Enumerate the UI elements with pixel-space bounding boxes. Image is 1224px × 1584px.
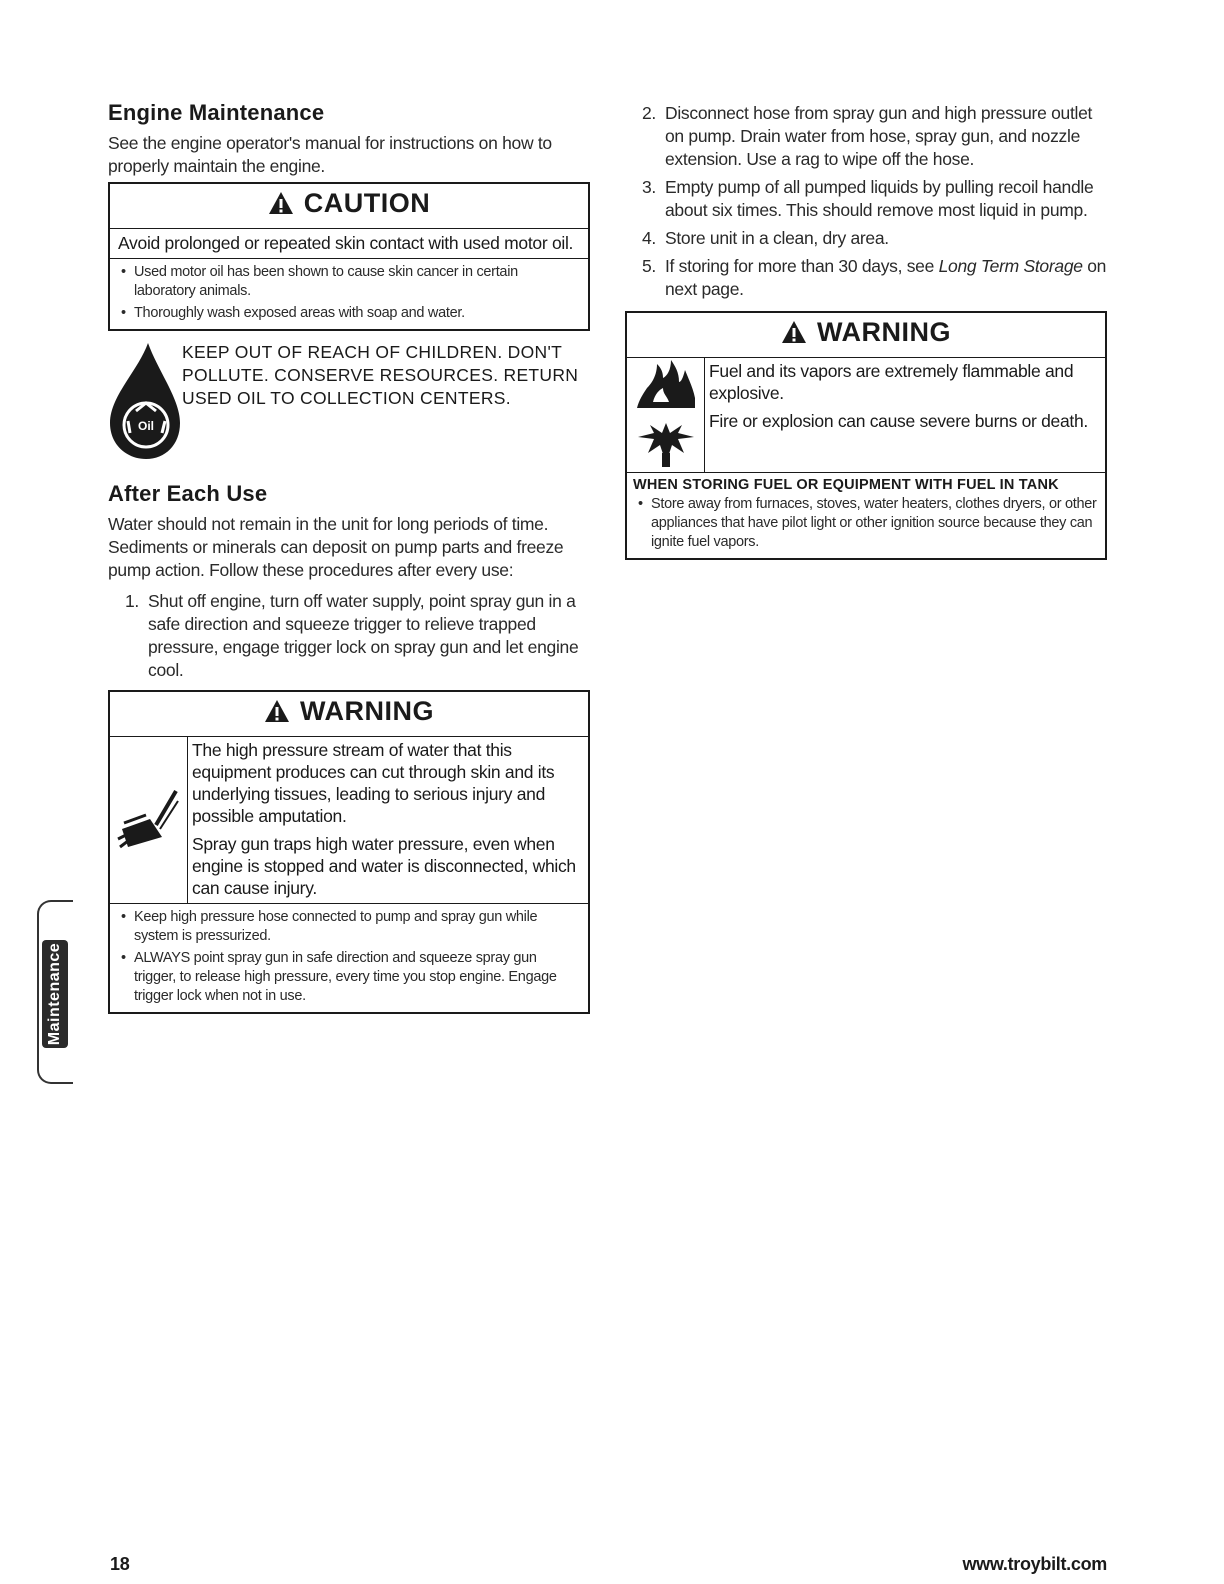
fuel-storage-subhead: WHEN STORING FUEL OR EQUIPMENT WITH FUEL IN TANK — [633, 477, 1059, 493]
right-column — [625, 100, 1107, 560]
list-item: • ALWAYS point spray gun in safe direction and squeeze spray gun trigger, to release high pressure, every time you stop engine. Engage trigger lock when not in use. — [118, 949, 580, 1006]
section-tab-label: Maintenance — [46, 942, 63, 1046]
fire-icon — [633, 358, 699, 417]
oil-drop-recycle-icon — [108, 341, 182, 461]
warning-title: WARNING — [300, 696, 434, 726]
caution-lead: Avoid prolonged or repeated skin contact with used motor oil. — [118, 233, 574, 253]
injection-hazard-icon — [110, 737, 188, 903]
step-number: 2. — [642, 103, 656, 123]
step-text: Store unit in a clean, dry area. — [665, 228, 889, 248]
fuel-warning-para-1: Fuel and its vapors are extremely flammable and explosive. — [709, 361, 1074, 403]
step-text-after: on next page. — [665, 256, 1107, 299]
engine-maintenance-heading: Engine Maintenance — [108, 100, 325, 125]
left-column — [108, 100, 590, 1014]
storage-steps — [625, 102, 1107, 301]
warning-title: WARNING — [817, 317, 951, 347]
oil-notice-text: KEEP OUT OF REACH OF CHILDREN. DON'T POLLUTE. CONSERVE RESOURCES. RETURN USED OIL TO COLLECTION CENTERS. — [182, 342, 579, 408]
list-item — [625, 176, 1107, 222]
step-text: Shut off engine, turn off water supply, point spray gun in a safe direction and squeeze trigger to relieve trapped pressure, engage trigger lock on spray gun and let engine cool. — [148, 591, 579, 680]
caution-title: CAUTION — [303, 188, 431, 218]
caution-box — [108, 182, 590, 331]
fuel-warning-bullets — [627, 495, 1105, 558]
caution-title-row — [110, 184, 588, 228]
fuel-warning-box — [625, 311, 1107, 560]
after-use-steps — [108, 590, 590, 682]
pressure-warning-para-1: The high pressure stream of water that this equipment produces can cut through skin and its underlying tissues, leading to serious injury and possible amputation. — [192, 740, 555, 826]
warning-title-row — [627, 313, 1105, 357]
warning-title-row — [110, 692, 588, 736]
pressure-warning-para-2: Spray gun traps high water pressure, even when engine is stopped and water is disconnected, which can cause injury. — [192, 834, 576, 898]
list-item: • Thoroughly wash exposed areas with soap and water. — [118, 304, 580, 323]
step-number: 1. — [125, 591, 139, 611]
pressure-warning-box — [108, 690, 590, 1014]
pressure-warning-bullets — [110, 904, 588, 1012]
step-text: Disconnect hose from spray gun and high pressure outlet on pump. Drain water from hose, spray gun, and nozzle extension. Use a rag to wipe off the hose. — [665, 103, 1093, 169]
long-term-storage-reference: Long Term Storage — [938, 256, 1083, 276]
after-each-use-text: Water should not remain in the unit for long periods of time. Sediments or minerals can deposit on pump parts and freeze pump action. Follow these procedures after every use: — [108, 514, 564, 580]
alert-triangle-icon — [268, 191, 294, 222]
list-item — [625, 227, 1107, 250]
alert-triangle-icon — [264, 699, 290, 730]
list-item: • Store away from furnaces, stoves, water heaters, clothes dryers, or other appliances that have pilot light or other ignition source because they can ignite fuel vapors. — [635, 495, 1097, 552]
hazard-pictograms — [627, 358, 705, 472]
after-each-use-heading: After Each Use — [108, 481, 268, 506]
list-item: • Keep high pressure hose connected to pump and spray gun while system is pressurized. — [118, 908, 580, 946]
step-number: 4. — [642, 228, 656, 248]
oil-notice — [108, 341, 590, 461]
step-number: 5. — [642, 256, 656, 276]
fuel-warning-para-2: Fire or explosion can cause severe burns or death. — [709, 411, 1088, 431]
list-item: • Used motor oil has been shown to cause skin cancer in certain laboratory animals. — [118, 263, 580, 301]
oil-label: Oil — [137, 419, 155, 433]
step-number: 3. — [642, 177, 656, 197]
engine-maintenance-text: See the engine operator's manual for instructions on how to properly maintain the engine. — [108, 133, 552, 176]
list-item — [625, 102, 1107, 171]
caution-bullets — [110, 259, 588, 329]
page-number: 18 — [110, 1554, 130, 1574]
footer-url: www.troybilt.com — [962, 1554, 1107, 1574]
step-text: Empty pump of all pumped liquids by pulling recoil handle about six times. This should remove most liquid in pump. — [665, 177, 1094, 220]
alert-triangle-icon — [781, 320, 807, 351]
list-item — [108, 590, 590, 682]
step-text-before: If storing for more than 30 days, see — [665, 256, 939, 276]
explosion-icon — [636, 423, 696, 472]
list-item — [625, 255, 1107, 301]
